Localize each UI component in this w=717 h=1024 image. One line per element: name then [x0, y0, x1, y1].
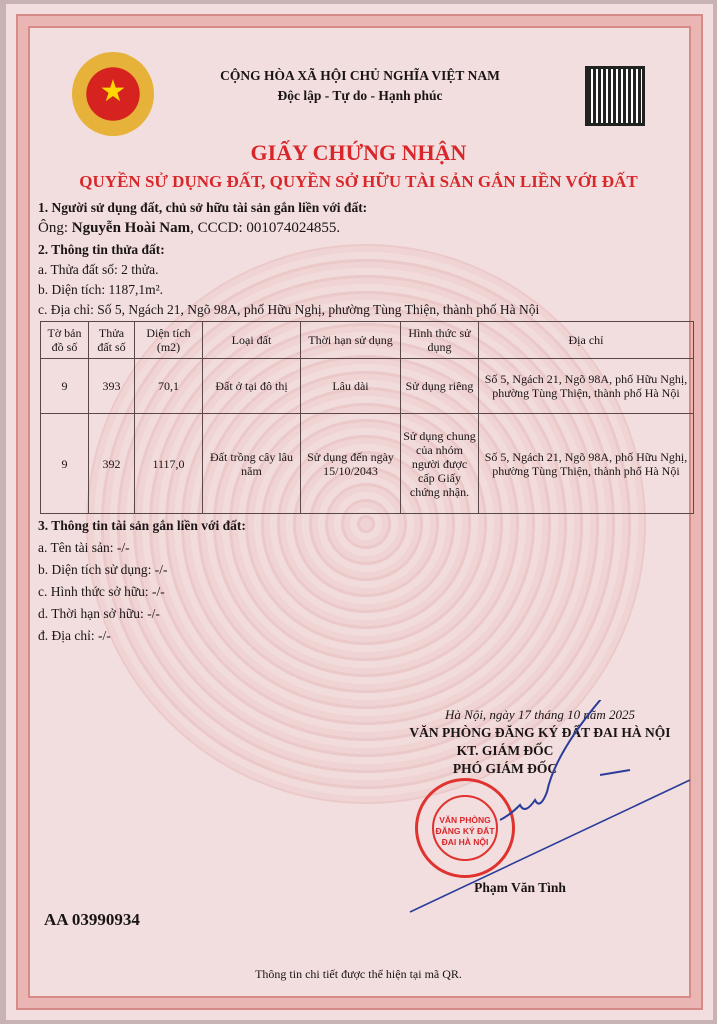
asset-address: đ. Địa chỉ: -/-: [38, 628, 111, 643]
cell-land-type: Đất ở tại đô thị: [203, 359, 301, 414]
header-land-type: Loại đất: [203, 322, 301, 359]
national-emblem-icon: ★: [72, 52, 154, 136]
issue-date: Hà Nội, ngày 17 tháng 10 năm 2025: [445, 707, 635, 722]
cell-land-type: Đất trồng cây lâu năm: [203, 414, 301, 514]
header-map-sheet: Tờ bản đồ số: [41, 322, 89, 359]
cell-area: 70,1: [135, 359, 203, 414]
cell-parcel-no: 392: [89, 414, 135, 514]
asset-ownership-form: c. Hình thức sở hữu: -/-: [38, 584, 165, 599]
cell-map-sheet: 9: [41, 359, 89, 414]
owner-name: Nguyễn Hoài Nam: [71, 220, 191, 236]
cell-usage-form: Sử dụng riêng: [401, 359, 479, 414]
header-usage-form: Hình thức sử dụng: [401, 322, 479, 359]
section2-heading: 2. Thông tin thửa đất:: [38, 242, 165, 257]
section3-heading: 3. Thông tin tài sản gắn liền với đất:: [38, 518, 246, 533]
parcel-address: c. Địa chỉ: Số 5, Ngách 21, Ngõ 98A, phố Hữu Nghị, phường Tùng Thiện, thành phố Hà Nội: [38, 302, 540, 317]
issuing-office: VĂN PHÒNG ĐĂNG KÝ ĐẤT ĐAI HÀ NỘI: [409, 725, 671, 740]
qr-footer-note: Thông tin chi tiết được thể hiện tại mã QR.: [255, 967, 462, 981]
cell-address: Số 5, Ngách 21, Ngõ 98A, phố Hữu Nghị, phường Tùng Thiện, thành phố Hà Nội: [479, 414, 694, 514]
asset-term: d. Thời hạn sở hữu: -/-: [38, 606, 160, 621]
header-term: Thời hạn sử dụng: [301, 322, 401, 359]
serial-number: AA 03990934: [44, 910, 140, 929]
national-title: CỘNG HÒA XÃ HỘI CHỦ NGHĨA VIỆT NAM: [220, 68, 500, 83]
header-parcel-no: Thửa đất số: [89, 322, 135, 359]
table-row: [41, 414, 694, 514]
cell-map-sheet: 9: [41, 414, 89, 514]
document-title: GIẤY CHỨNG NHẬN: [250, 140, 467, 165]
document-subtitle: QUYỀN SỬ DỤNG ĐẤT, QUYỀN SỞ HỮU TÀI SẢN GẮN LIỀN VỚI ĐẤT: [79, 172, 638, 191]
kt-director: KT. GIÁM ĐỐC: [456, 743, 554, 758]
cell-term: Sử dụng đến ngày 15/10/2043: [301, 414, 401, 514]
cell-area: 1117,0: [135, 414, 203, 514]
parcel-area: b. Diện tích: 1187,1m².: [38, 282, 164, 297]
owner-line: [38, 220, 340, 237]
asset-area: b. Diện tích sử dụng: -/-: [38, 562, 168, 577]
cell-address: Số 5, Ngách 21, Ngõ 98A, phố Hữu Nghị, phường Tùng Thiện, thành phố Hà Nội: [479, 359, 694, 414]
owner-id: , CCCD: 001074024855.: [190, 220, 341, 236]
table-row: [41, 359, 694, 414]
asset-name: a. Tên tài sản: -/-: [38, 540, 130, 555]
parcel-count: a. Thửa đất số: 2 thửa.: [38, 262, 159, 277]
owner-prefix: Ông:: [38, 220, 72, 236]
cell-usage-form: Sử dụng chung của nhóm người được cấp Giấy chứng nhận.: [401, 414, 479, 514]
signer-role: PHÓ GIÁM ĐỐC: [452, 761, 558, 776]
section1-heading: 1. Người sử dụng đất, chủ sở hữu tài sản gắn liền với đất:: [38, 200, 368, 215]
parcel-table: [40, 321, 694, 514]
header-area: Diện tích (m2): [135, 322, 203, 359]
motto: Độc lập - Tự do - Hạnh phúc: [277, 88, 443, 103]
table-header-row: [41, 322, 694, 359]
header-address: Địa chỉ: [479, 322, 694, 359]
stamp-center: VĂN PHÒNG ĐĂNG KÝ ĐẤT ĐAI HÀ NỘI: [432, 795, 498, 861]
signer-name: Phạm Văn Tình: [474, 880, 566, 895]
cell-term: Lâu dài: [301, 359, 401, 414]
cell-parcel-no: 393: [89, 359, 135, 414]
qr-code: [585, 66, 645, 126]
